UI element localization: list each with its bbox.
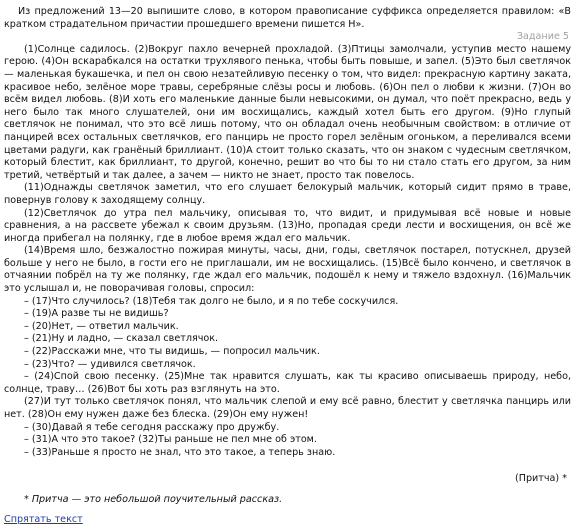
story-paragraph: – (19)А разве ты не видишь? — [24, 308, 169, 320]
story-paragraph: – (22)Расскажи мне, что ты видишь, — попросил мальчик. — [24, 346, 320, 358]
story-paragraph: – (23)Что? — удивился светлячок. — [24, 358, 196, 370]
story-paragraph: (12)Светлячок до утра пел мальчику, описывая то, что видит, и придумывая всё новые и новые сравнения, а на рассвете убежал к своим друзьям. (13)Но, пропадая среди лести и восхищения, он всё же иногда прибегал на полянку, где в любое время ждал его мальчик. — [4, 207, 571, 244]
story-paragraph: – (31)А что это такое? (32)Ты раньше не пел мне об этом. — [24, 434, 317, 446]
story-text — [4, 44, 571, 460]
story-paragraph: (14)Время шло, безжалостно пожирая минуты, часы, дни, годы, светлячок постарел, потускнел, друзей больше у него не было, в гости его не приглашали, им не восхищались. (15)Всё было кончено, и светлячок в отчаянии побрёл на ту же полянку, где ждал его мальчик, подошёл к нему и тяжело вздохнул. (16)Мальчик это услышал и, не поворачивая головы, спросил: — [4, 245, 571, 295]
story-paragraph: – (24)Спой свою песенку. (25)Мне так нравится слушать, как ты красиво описываешь природу, небо, солнце, траву… (26)Вот бы хоть раз взглянуть на это. — [4, 371, 571, 395]
task-number-label: Задание 5 — [516, 31, 569, 43]
story-paragraph: – (20)Нет, — ответил мальчик. — [24, 320, 179, 332]
story-paragraph: – (30)Давай я тебе сегодня расскажу про дружбу. — [24, 421, 280, 433]
hide-text-link[interactable]: Спрятать текст — [4, 513, 83, 525]
story-paragraph: (27)И тут только светлячок понял, что мальчик слепой и ему всё равно, блестит у светлячка панцирь или нет. (28)Он ему нужен даже без блеска. (29)Он ему нужен! — [4, 396, 571, 420]
story-paragraph: – (21)Ну и ладно, — сказал светлячок. — [24, 333, 219, 345]
story-paragraph: (1)Солнце садилось. (2)Вокруг пахло вечерней прохладой. (3)Птицы замолчали, уступив место нашему герою. (4)Он вскарабкался на остатки трухлявого пенька, чтобы быть повыше, и запел. (5)Это был светлячок — маленькая букашечка, и пел он свою незатейливую песенку о том, что видел: прекрасную картину заката, красивое небо, зелёное море травы, серебряные слёзы росы и любовь. (6)Он пел о любви к жизни. (7)Он во всём видел любовь. (8)И хоть его маленькие данные были невысокими, он думал, что поёт прекрасно, ведь у него было так много слушателей, они им восхищались, каждый хотел быть его другом. (9)Но глупый светлячок не понимал, что это всё лишь потому, что он обладал очень необычным свойством: в отличие от панцирей всех остальных светлячков, его панцирь не просто горел зелёным огоньком, а переливался всеми цветами радуги, как гранёный бриллиант. (10)А стоит только сказать, что он знаком с чудесным светлячком, который блестит, как бриллиант, то другой, конечно, решит во что бы то ни стало стать его другом, за ним третий, четвёртый и так далее, а зачем — никто не знает, просто так повелось. — [4, 43, 571, 181]
story-paragraph: (11)Однажды светлячок заметил, что его слушает белокурый мальчик, который сидит прямо в траве, повернув голову к заходящему солнцу. — [4, 182, 571, 206]
story-source: (Притча) * — [514, 473, 567, 485]
story-footnote: * Притча — это небольшой поучительный рассказ. — [24, 493, 283, 505]
story-paragraph: – (33)Раньше я просто не знал, что это такое, а теперь знаю. — [24, 446, 336, 458]
task-instruction: Из предложений 13—20 выпишите слово, в котором правописание суффикса определяется правилом: «В кратком страдательном причастии прошедшего времени пишется Н». — [4, 6, 571, 30]
story-paragraph: – (17)Что случилось? (18)Тебя так долго не было, и я по тебе соскучился. — [24, 295, 399, 307]
